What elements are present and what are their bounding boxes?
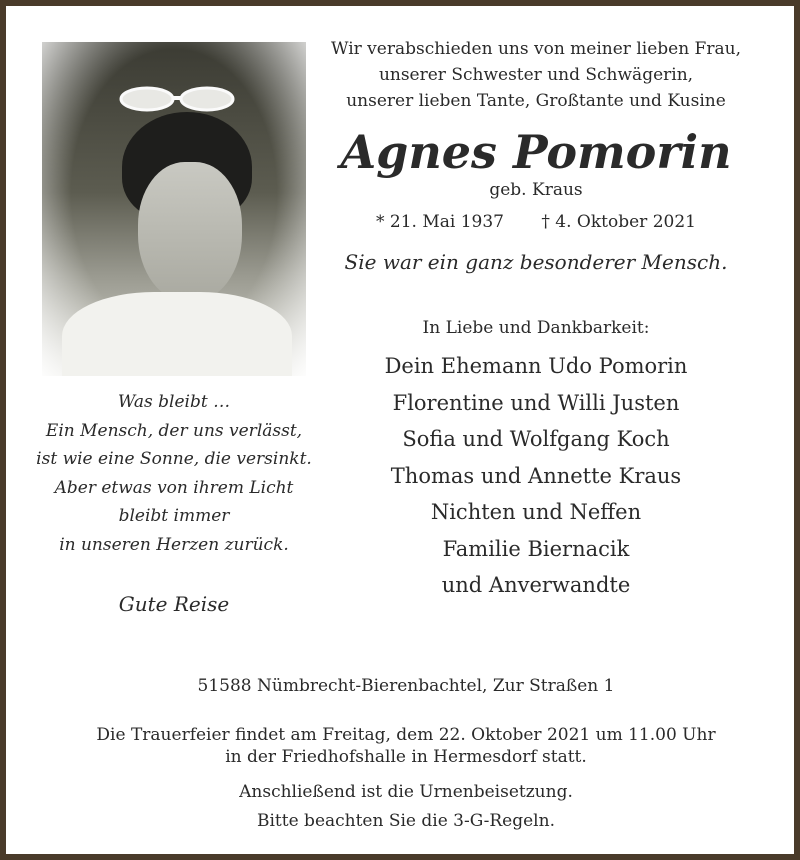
mourner-item: Florentine und Willi Justen bbox=[392, 390, 680, 415]
portrait-photo bbox=[42, 42, 306, 376]
mourner-item: Dein Ehemann Udo Pomorin bbox=[384, 354, 688, 378]
funeral-notice bbox=[6, 724, 800, 768]
intro-line: Wir verabschieden uns von meiner lieben Frau, bbox=[331, 39, 741, 59]
mourner-item: Familie Biernacik bbox=[442, 536, 630, 561]
sunglasses-icon bbox=[112, 84, 242, 114]
portrait-shirt bbox=[62, 292, 292, 376]
life-dates bbox=[326, 212, 746, 232]
mourner-item: Sofia und Wolfgang Koch bbox=[402, 427, 670, 451]
funeral-line: in der Friedhofshalle in Hermesdorf statt. bbox=[225, 747, 587, 767]
portrait-face bbox=[138, 162, 242, 302]
poem-line: Aber etwas von ihrem Licht bbox=[54, 477, 294, 498]
maiden-name: geb. Kraus bbox=[489, 180, 583, 200]
closing-line: Bitte beachten Sie die 3-G-Regeln. bbox=[257, 811, 555, 831]
intro-line: unserer Schwester und Schwägerin, bbox=[378, 65, 694, 85]
closing-line: Anschließend ist die Urnenbeisetzung. bbox=[239, 782, 573, 802]
poem-line: Was bleibt … bbox=[117, 392, 231, 412]
mourner-item: Thomas und Annette Kraus bbox=[390, 463, 682, 488]
birth-date: * 21. Mai 1937 bbox=[376, 212, 504, 232]
mourner-item: und Anverwandte bbox=[441, 573, 631, 597]
intro-line: unserer lieben Tante, Großtante und Kusine bbox=[346, 91, 726, 111]
poem-line: Ein Mensch, der uns verlässt, bbox=[45, 420, 303, 441]
deceased-name: Agnes Pomorin bbox=[340, 125, 732, 179]
closing-notice bbox=[6, 778, 800, 836]
address: 51588 Nümbrecht-Bierenbachtel, Zur Straßen 1 bbox=[197, 676, 615, 696]
poem-line: in unseren Herzen zurück. bbox=[59, 534, 289, 555]
poem bbox=[36, 388, 312, 559]
mourners-list bbox=[326, 348, 746, 604]
intro-text bbox=[326, 36, 746, 114]
thanks-line: In Liebe und Dankbarkeit: bbox=[422, 318, 650, 338]
motto: Sie war ein ganz besonderer Mensch. bbox=[344, 250, 728, 274]
poem-line: ist wie eine Sonne, die versinkt. bbox=[36, 449, 312, 469]
funeral-line: Die Trauerfeier findet am Freitag, dem 22. Oktober 2021 um 11.00 Uhr bbox=[96, 725, 716, 745]
farewell: Gute Reise bbox=[118, 592, 230, 616]
mourner-item: Nichten und Neffen bbox=[430, 500, 642, 524]
poem-line: bleibt immer bbox=[118, 506, 230, 526]
death-date: † 4. Oktober 2021 bbox=[541, 212, 696, 232]
